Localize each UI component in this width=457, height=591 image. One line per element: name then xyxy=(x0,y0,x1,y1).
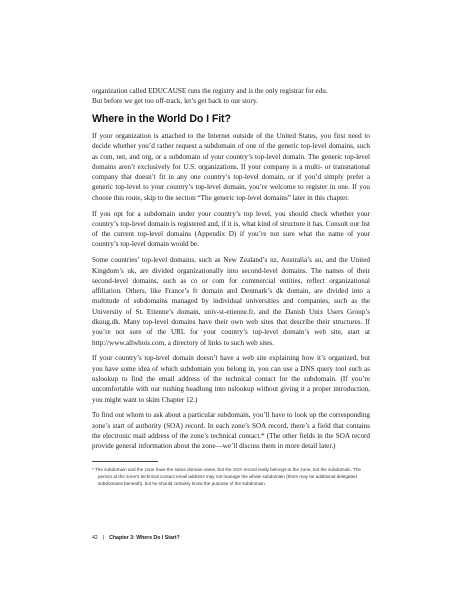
page-footer xyxy=(92,535,180,541)
intro-paragraph xyxy=(92,86,370,107)
page-number: 42 xyxy=(92,535,98,541)
chapter-title: Chapter 3: Where Do I Start? xyxy=(109,535,180,541)
footnote-text: * The subdomain and the zone have the same domain name, but the SOA record really belongs to the zone, not the subdomain. The person at the zone’s technical contact email address may not manage the whole subdomain (there may be additional delegated subdomains beneath), but he should certainly know the purpose of the subdomain. xyxy=(92,467,361,487)
paragraph: If your organization is attached to the Internet outside of the United States, you first need to decide whether you’d rather request a subdomain of one of the generic top-level domains, such as com, net, and org, or a subdomain of your country’s top-level domain. The generic top-level domains aren’t exclusively for U.S. organizations. If your company is a multi- or transnational company that doesn’t fit in any one country’s top-level domain, or if you’d simply prefer a generic top-level to your country’s top-level domain, you’re welcome to register in one. If you choose this route, skip to the section “The generic top-level domains” later in this chapter. xyxy=(92,132,370,202)
section-body xyxy=(92,131,370,452)
intro-line: But before we get too off-track, let’s get back to our story. xyxy=(92,97,258,106)
footnote-divider xyxy=(92,461,158,462)
section-heading: Where in the World Do I Fit? xyxy=(92,113,231,125)
footnote xyxy=(92,466,370,487)
intro-text xyxy=(92,86,370,107)
intro-line: organization called EDUCAUSE runs the registry and is the only registrar for edu. xyxy=(92,87,328,95)
paragraph: Some countries’ top-level domains, such as New Zealand’s nz, Australia’s au, and the United Kingdom’s uk, are divided organizationally into second-level domains. The names of their second-level domains, such as co or com for commercial entities, reflect organizational affiliation. Others, like France’s fr domain and Denmark’s dk domain, are divided into a multitude of subdomains managed by individual universities and companies, such as the University of St. Etienne’s domain, univ-st-etienne.fr, and the Danish Unix Users Group’s dkuug.dk. Many top-level domains have their own web sites that describe their structures. If you’re not sure of the URL for your country’s top-level domain’s web site, start at http://www.allwhois.com, a directory of links to such web sites. xyxy=(92,256,370,347)
paragraph: If your country’s top-level domain doesn’t have a web site explaining how it’s organized, but you have some idea of which subdomain you belong in, you can use a DNS query tool such as nslookup to find the email address of the technical contact for the subdomain. (If you’re uncomfortable with our rushing headlong into nslookup without giving it a proper introduction, you might want to skim Chapter 12.) xyxy=(92,354,370,404)
paragraph: To find out whom to ask about a particular subdomain, you’ll have to look up the corresponding zone’s start of authority (SOA) record. In each zone’s SOA record, there’s a field that contains the electronic mail address of the zone’s technical contact.* (The other fields in the SOA record provide general information about the zone—we’ll discuss them in more detail later.) xyxy=(92,411,370,451)
footer-separator: | xyxy=(102,535,105,541)
paragraph: If you opt for a subdomain under your country’s top level, you should check whether your country’s top-level domain is registered and, if it is, what kind of structure it has. Consult our list of the current top-level domains (Appendix D) if you’re not sure what the name of your country’s top-level domain would be. xyxy=(92,209,370,249)
